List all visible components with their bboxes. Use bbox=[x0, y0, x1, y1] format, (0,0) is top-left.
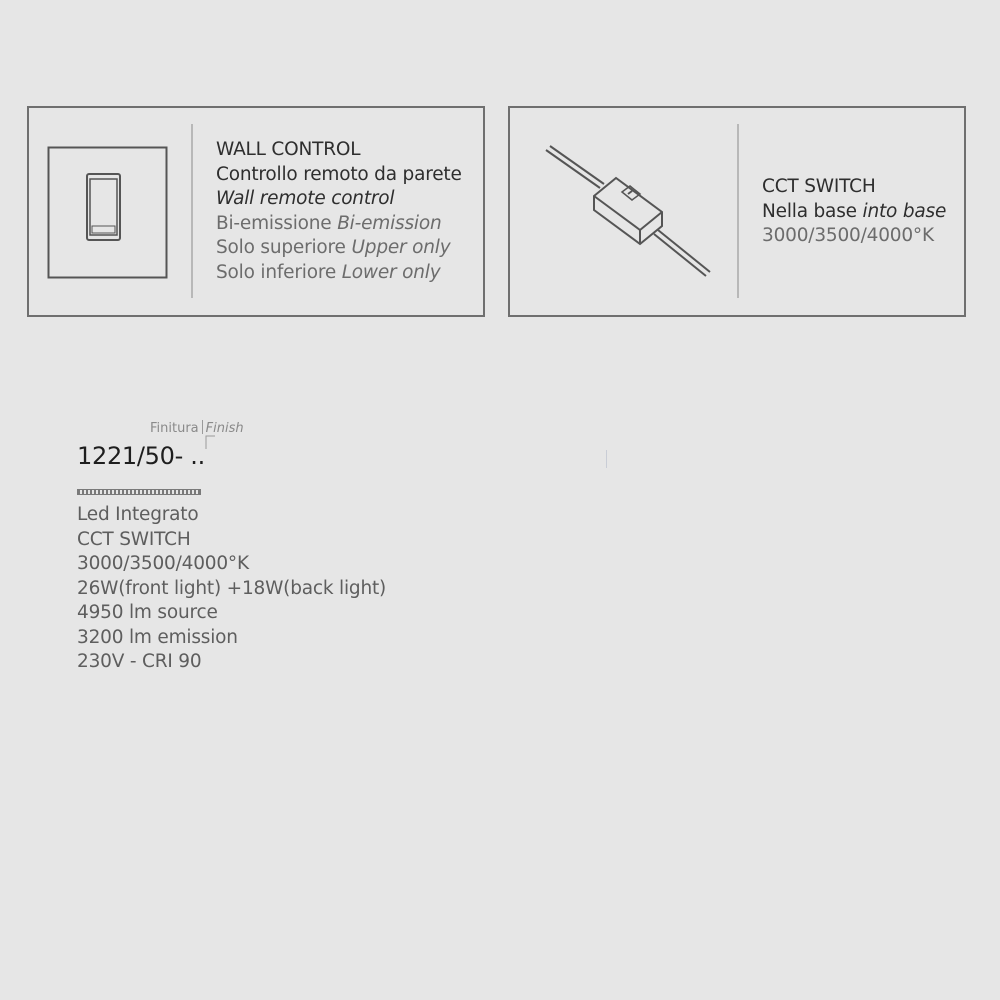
inline-cable-switch-icon bbox=[538, 138, 714, 278]
spec-list bbox=[77, 503, 386, 675]
cct-switch-text bbox=[762, 175, 946, 249]
location-it: Nella base bbox=[762, 200, 857, 222]
finish-separator bbox=[202, 420, 203, 434]
option-it: Solo inferiore bbox=[216, 261, 337, 283]
spec-item: Led Integrato bbox=[77, 504, 199, 525]
cct-switch-panel bbox=[508, 106, 966, 317]
wall-control-text bbox=[216, 138, 462, 285]
spec-item: 3200 lm emission bbox=[77, 626, 238, 648]
spec-item: 230V - CRI 90 bbox=[77, 651, 202, 672]
option-it: Bi-emissione bbox=[216, 212, 332, 234]
wall-control-title: WALL CONTROL bbox=[216, 139, 361, 160]
cct-switch-temperatures: 3000/3500/4000°K bbox=[762, 225, 934, 246]
wall-switch-icon bbox=[47, 146, 169, 280]
divider-bar bbox=[77, 489, 201, 495]
finish-bracket-icon bbox=[205, 434, 217, 450]
spec-item: 3000/3500/4000°K bbox=[77, 553, 249, 574]
cct-switch-location bbox=[762, 200, 946, 225]
wall-control-panel bbox=[27, 106, 485, 317]
option-en: Lower only bbox=[341, 261, 441, 283]
option-en: Upper only bbox=[351, 237, 451, 258]
product-code: 1221/50- .. bbox=[77, 442, 205, 470]
cct-switch-title: CCT SWITCH bbox=[762, 176, 876, 197]
panel-divider bbox=[737, 124, 739, 298]
option-it: Solo superiore bbox=[216, 237, 346, 258]
spec-item: 26W(front light) +18W(back light) bbox=[77, 577, 387, 599]
option-en: Bi-emission bbox=[337, 212, 442, 234]
marker-line bbox=[606, 450, 607, 468]
wall-control-subtitle-it: Controllo remoto da parete bbox=[216, 163, 462, 185]
wall-control-option bbox=[216, 212, 462, 237]
wall-control-option bbox=[216, 236, 462, 261]
panel-divider bbox=[191, 124, 193, 298]
wall-control-option bbox=[216, 261, 462, 286]
spec-item: 4950 lm source bbox=[77, 602, 218, 623]
spec-item: CCT SWITCH bbox=[77, 528, 191, 550]
finish-label-en: Finish bbox=[205, 421, 244, 436]
finish-label bbox=[150, 420, 244, 436]
finish-label-it: Finitura bbox=[150, 421, 199, 436]
location-en: into base bbox=[862, 200, 947, 222]
wall-control-subtitle-en: Wall remote control bbox=[216, 188, 395, 209]
